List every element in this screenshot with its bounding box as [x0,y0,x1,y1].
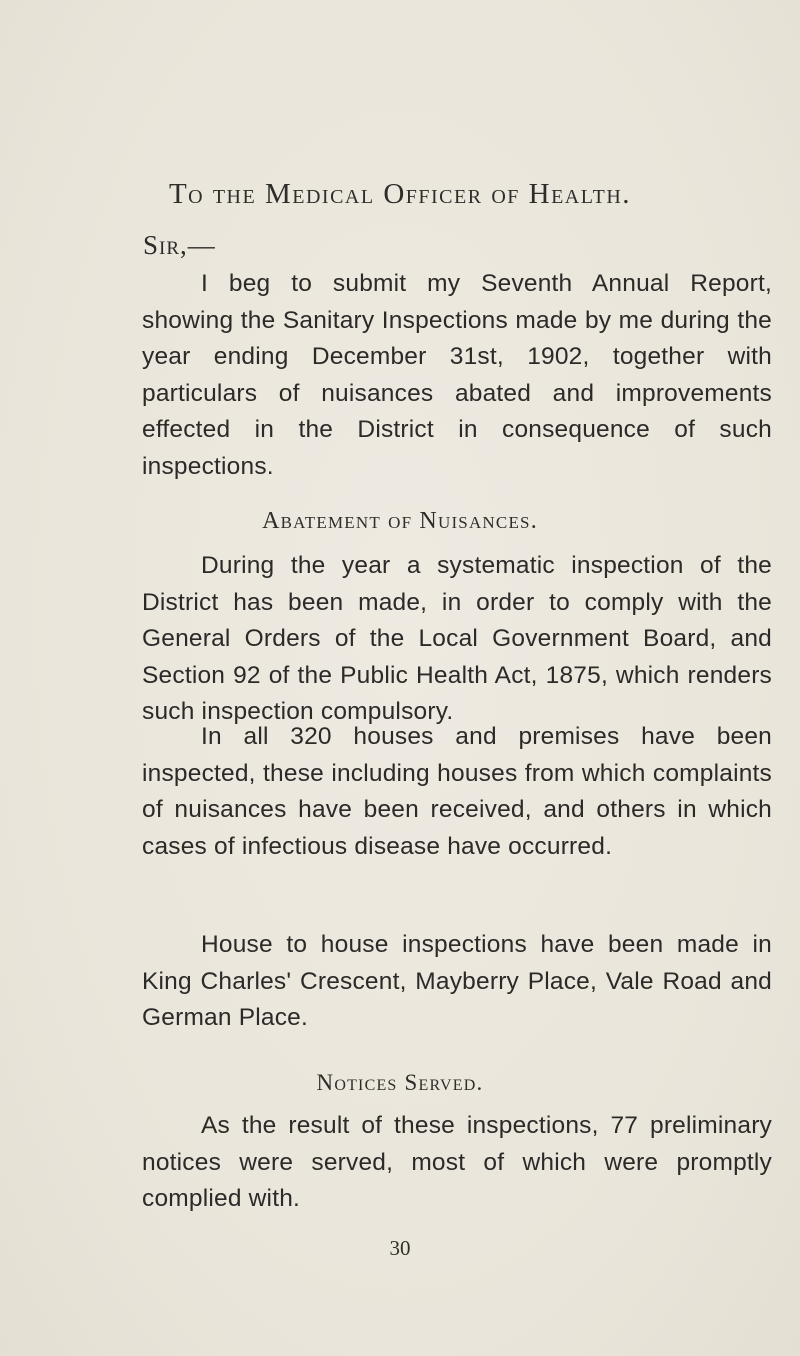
salutation: Sir,— [143,230,216,260]
letter-heading: To the Medical Officer of Health. [168,178,632,210]
paragraph-notices-served: As the result of these inspections, 77 preliminary notices were served, most of which were promptly complied with. [142,1112,772,1212]
paragraph-systematic-inspection: During the year a systematic inspection of the District has been made, in order to comply with the General Orders of the Local Government Board, and Section 92 of the Public Health Act, 1875, which renders such inspection compulsory. [142,552,772,725]
section-heading-abatement: Abatement of Nuisances. [262,508,538,534]
paragraph-house-to-house: House to house inspections have been made in King Charles' Crescent, Mayberry Place, Vale Road and German Place. [142,931,772,1031]
paragraph-houses-inspected: In all 320 houses and premises have been inspected, these including houses from which complaints of nuisances have been received, and others in which cases of infectious disease have occurred. [142,723,772,860]
page-number: 30 [389,1236,411,1260]
section-heading-notices: Notices Served. [316,1070,484,1095]
intro-paragraph: I beg to submit my Seventh Annual Report, showing the Sanitary Inspections made by me during the year ending December 31st, 1902, together with particulars of nuisances abated and improvements effected in the District in consequence of such inspections. [142,270,772,480]
